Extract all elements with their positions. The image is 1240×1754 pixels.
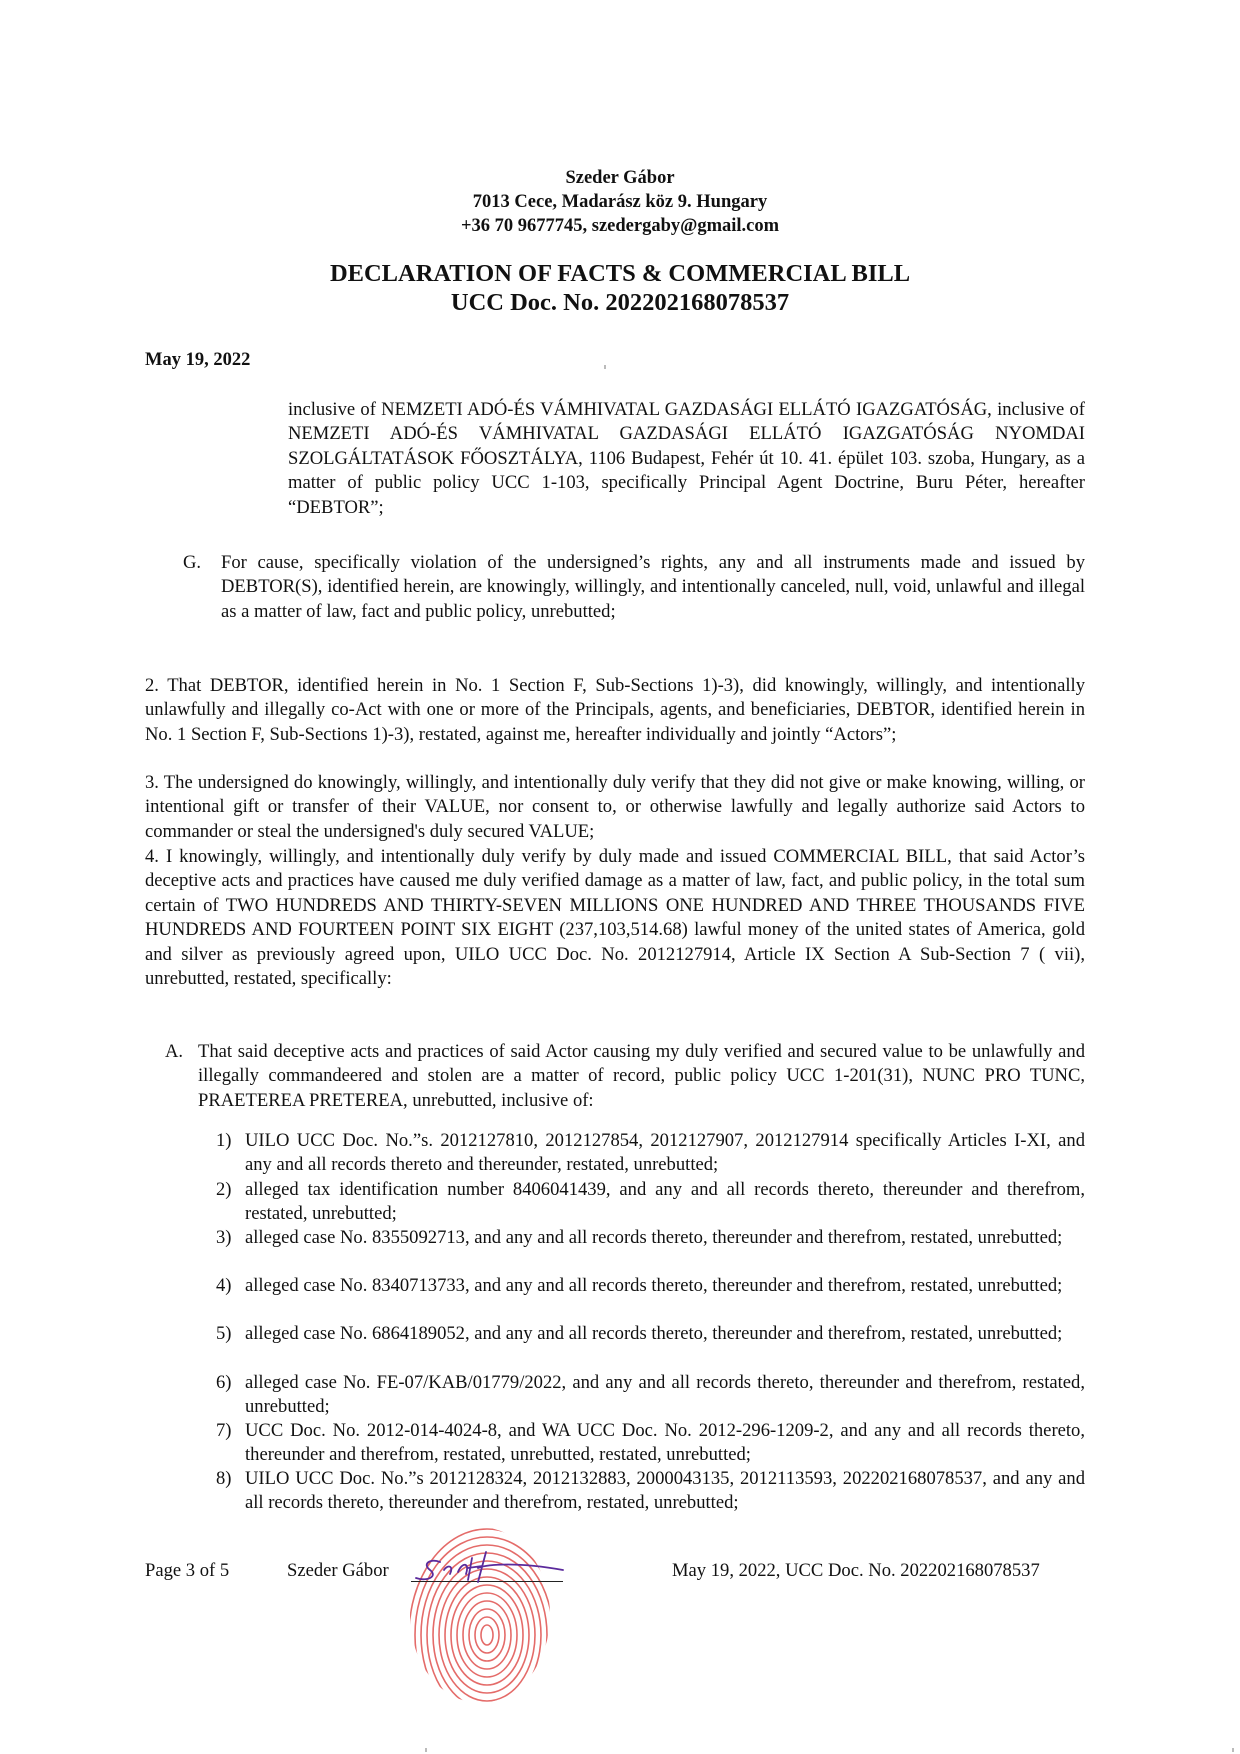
list-item-label: 5) xyxy=(216,1323,232,1344)
list-item-label: 6) xyxy=(216,1372,232,1393)
list-item-label: 7) xyxy=(216,1420,232,1441)
document-date: May 19, 2022 xyxy=(145,350,251,370)
signature-icon xyxy=(408,1548,568,1586)
scan-speck xyxy=(604,365,606,369)
list-item-text: UCC Doc. No. 2012-014-4024-8, and WA UCC Doc. No. 2012-296-1209-2, and any and all records thereto, thereunder and therefrom, restated, unrebutted, restated, unrebutted; xyxy=(245,1420,1085,1466)
scan-speck xyxy=(425,1748,427,1752)
list-item-label: 8) xyxy=(216,1468,232,1489)
paragraph-3: 3. The undersigned do knowingly, willingly, and intentionally duly verify that they did not give or make knowing, willing, or intentional gift or transfer of their VALUE, nor consent to, or otherwise lawfully and legally authorize said Actors to commander or steal the undersigned's duly secured VALUE; xyxy=(145,772,1085,842)
document-doc-number: UCC Doc. No. 202202168078537 xyxy=(450,289,790,316)
scan-speck xyxy=(1232,1748,1234,1752)
author-address: 7013 Cece, Madarász köz 9. Hungary xyxy=(472,192,768,212)
list-item-label: 2) xyxy=(216,1179,232,1200)
list-item-text: alleged tax identification number 8406041439, and any and all records thereto, thereunder and therefrom, restated, unrebutted; xyxy=(245,1179,1085,1225)
list-item-text: UILO UCC Doc. No.”s 2012128324, 2012132883, 2000043135, 2012113593, 202202168078537, and any and all records thereto, thereunder and therefrom, restated, unrebutted; xyxy=(245,1468,1085,1514)
list-item-label: 1) xyxy=(216,1130,232,1151)
continuation-paragraph: inclusive of NEMZETI ADÓ-ÉS VÁMHIVATAL GAZDASÁGI ELLÁTÓ IGAZGATÓSÁG, inclusive of NEMZETI ADÓ-ÉS VÁMHIVATAL GAZDASÁGI ELLÁTÓ IGAZGATÓSÁG NYOMDAI SZOLGÁLTATÁSOK FŐOSZTÁLYA, 1106 Budapest, Fehér út 10. 41. épület 103. szoba, Hungary, as a matter of public policy UCC 1-103, specifically Principal Agent Doctrine, Buru Péter, hereafter “DEBTOR”; xyxy=(288,399,1085,518)
list-item-text: alleged case No. 8355092713, and any and all records thereto, thereunder and therefrom, restated, unrebutted; xyxy=(245,1227,1063,1248)
author-name: Szeder Gábor xyxy=(565,168,675,188)
section-a-text: That said deceptive acts and practices of said Actor causing my duly verified and secured value to be unlawfully and illegally commandeered and stolen are a matter of record, public policy UCC 1-201(31), NUNC PRO TUNC, PRAETEREA PRETEREA, unrebutted, inclusive of: xyxy=(198,1041,1085,1111)
footer-page-number: Page 3 of 5 xyxy=(145,1560,230,1581)
document-title: DECLARATION OF FACTS & COMMERCIAL BILL xyxy=(329,260,911,287)
list-item-text: alleged case No. 6864189052, and any and all records thereto, thereunder and therefrom, restated, unrebutted; xyxy=(245,1323,1063,1344)
author-contact: +36 70 9677745, szedergaby@gmail.com xyxy=(460,216,780,236)
section-a-label: A. xyxy=(165,1041,184,1062)
footer-date-doc: May 19, 2022, UCC Doc. No. 202202168078537 xyxy=(672,1560,1040,1581)
list-item-label: 4) xyxy=(216,1275,232,1296)
list-item-text: alleged case No. 8340713733, and any and all records thereto, thereunder and therefrom, restated, unrebutted; xyxy=(245,1275,1063,1296)
list-item-text: UILO UCC Doc. No.”s. 2012127810, 2012127854, 2012127907, 2012127914 specifically Articles I-XI, and any and all records thereto and thereunder, restated, unrebutted; xyxy=(245,1130,1085,1176)
paragraph-2: 2. That DEBTOR, identified herein in No. 1 Section F, Sub-Sections 1)-3), did knowingly, willingly, and intentionally unlawfully and illegally co-Act with one or more of the Principals, agents, and beneficiaries, DEBTOR, identified herein in No. 1 Section F, Sub-Sections 1)-3), restated, against me, hereafter individually and jointly “Actors”; xyxy=(145,675,1085,745)
section-g-text: For cause, specifically violation of the undersigned’s rights, any and all instruments made and issued by DEBTOR(S), identified herein, are knowingly, willingly, and intentionally canceled, null, void, unlawful and illegal as a matter of law, fact and public policy, unrebutted; xyxy=(221,552,1085,622)
paragraph-4: 4. I knowingly, willingly, and intentionally duly verify by duly made and issued COMMERCIAL BILL, that said Actor’s deceptive acts and practices have caused me duly verified damage as a matter of law, fact, and public policy, in the total sum certain of TWO HUNDREDS AND THIRTY-SEVEN MILLIONS ONE HUNDRED AND THREE THOUSANDS FIVE HUNDREDS AND FOURTEEN POINT SIX EIGHT (237,103,514.68) lawful money of the united states of America, gold and silver as previously agreed upon, UILO UCC Doc. No. 2012127914, Article IX Section A Sub-Section 7 ( vii), unrebutted, restated, specifically: xyxy=(145,846,1085,990)
section-g-label: G. xyxy=(183,552,202,573)
footer-signer-name: Szeder Gábor xyxy=(287,1560,389,1581)
list-item-text: alleged case No. FE-07/KAB/01779/2022, and any and all records thereto, thereunder and therefrom, restated, unrebutted; xyxy=(245,1372,1085,1418)
list-item-label: 3) xyxy=(216,1227,232,1248)
